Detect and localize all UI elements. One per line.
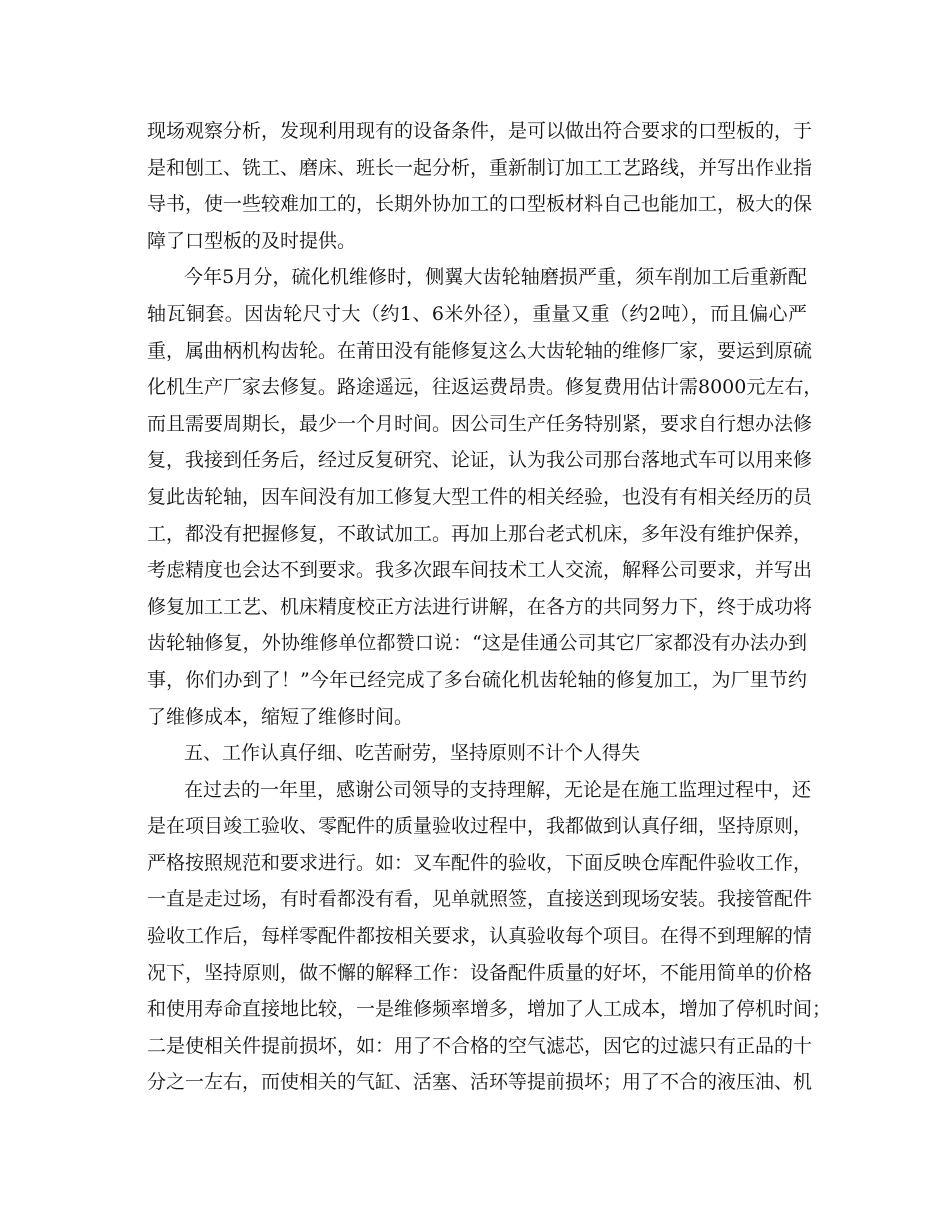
body-line: 复，我接到任务后，经过反复研究、论证，认为我公司那台落地式车可以用来修 (147, 449, 813, 472)
paragraph-end-line: 障了口型板的及时提供。 (147, 229, 357, 252)
paragraph-end-line: 了维修成本，缩短了维修时间。 (147, 705, 414, 728)
body-line: 一直是走过场，有时看都没有看，见单就照签，直接送到现场安装。我接管配件 (147, 888, 813, 911)
body-line: 考虑精度也会达不到要求。我多次跟车间技术工人交流，解释公司要求，并写出 (147, 559, 813, 582)
body-line: 分之一左右，而使相关的气缸、活塞、活环等提前损坏；用了不合的液压油、机 (147, 1071, 813, 1094)
body-line: 导书，使一些较难加工的，长期外协加工的口型板材料自己也能加工，极大的保 (147, 193, 813, 216)
body-line: 工，都没有把握修复，不敢试加工。再加上那台老式机床，多年没有维护保养， (147, 522, 813, 545)
body-line: 二是使相关件提前损坏，如：用了不合格的空气滤芯，因它的过滤只有正品的十 (147, 1034, 813, 1057)
body-line: 事，你们办到了！”今年已经完成了多台硫化机齿轮轴的修复加工，为厂里节约 (147, 668, 807, 691)
body-line: 轴瓦铜套。因齿轮尺寸大（约1、6米外径），重量又重（约2吨），而且偏心严 (147, 302, 807, 325)
body-line: 是和刨工、铣工、磨床、班长一起分析，重新制订加工工艺路线，并写出作业指 (147, 156, 813, 179)
body-line: 重，属曲柄机构齿轮。在莆田没有能修复这么大齿轮轴的维修厂家，要运到原硫 (147, 339, 813, 362)
body-line: 而且需要周期长，最少一个月时间。因公司生产任务特别紧，要求自行想办法修 (147, 412, 813, 435)
body-line: 和使用寿命直接地比较，一是维修频率增多，增加了人工成本，增加了停机时间； (147, 998, 832, 1021)
body-line: 修复加工工艺、机床精度校正方法进行讲解，在各方的共同努力下，终于成功将 (147, 595, 813, 618)
section-heading: 五、工作认真仔细、吃苦耐劳，坚持原则不计个人得失 (184, 742, 641, 765)
body-line: 验收工作后，每样零配件都按相关要求，认真验收每个项目。在得不到理解的情 (147, 925, 813, 948)
body-line: 化机生产厂家去修复。路途遥远，往返运费昂贵。修复费用估计需8000元左右， (147, 376, 823, 399)
body-line: 是在项目竣工验收、零配件的质量验收过程中，我都做到认真仔细，坚持原则， (147, 815, 813, 838)
document-body (147, 113, 832, 1101)
body-line: 况下，坚持原则，做不懈的解释工作：设备配件质量的好坏，不能用简单的价格 (147, 961, 813, 984)
body-line: 现场观察分析，发现利用现有的设备条件，是可以做出符合要求的口型板的，于 (147, 120, 813, 142)
body-line: 齿轮轴修复，外协维修单位都赞口说：“这是佳通公司其它厂家都没有办法办到 (147, 632, 807, 655)
body-line: 复此齿轮轴，因车间没有加工修复大型工件的相关经验，也没有有相关经历的员 (147, 485, 813, 508)
paragraph-first-line: 今年5月分，硫化机维修时，侧翼大齿轮轴磨损严重，须车削加工后重新配 (184, 266, 807, 289)
paragraph-first-line: 在过去的一年里，感谢公司领导的支持理解，无论是在施工监理过程中，还 (184, 778, 812, 801)
body-line: 严格按照规范和要求进行。如：叉车配件的验收，下面反映仓库配件验收工作， (147, 851, 813, 874)
